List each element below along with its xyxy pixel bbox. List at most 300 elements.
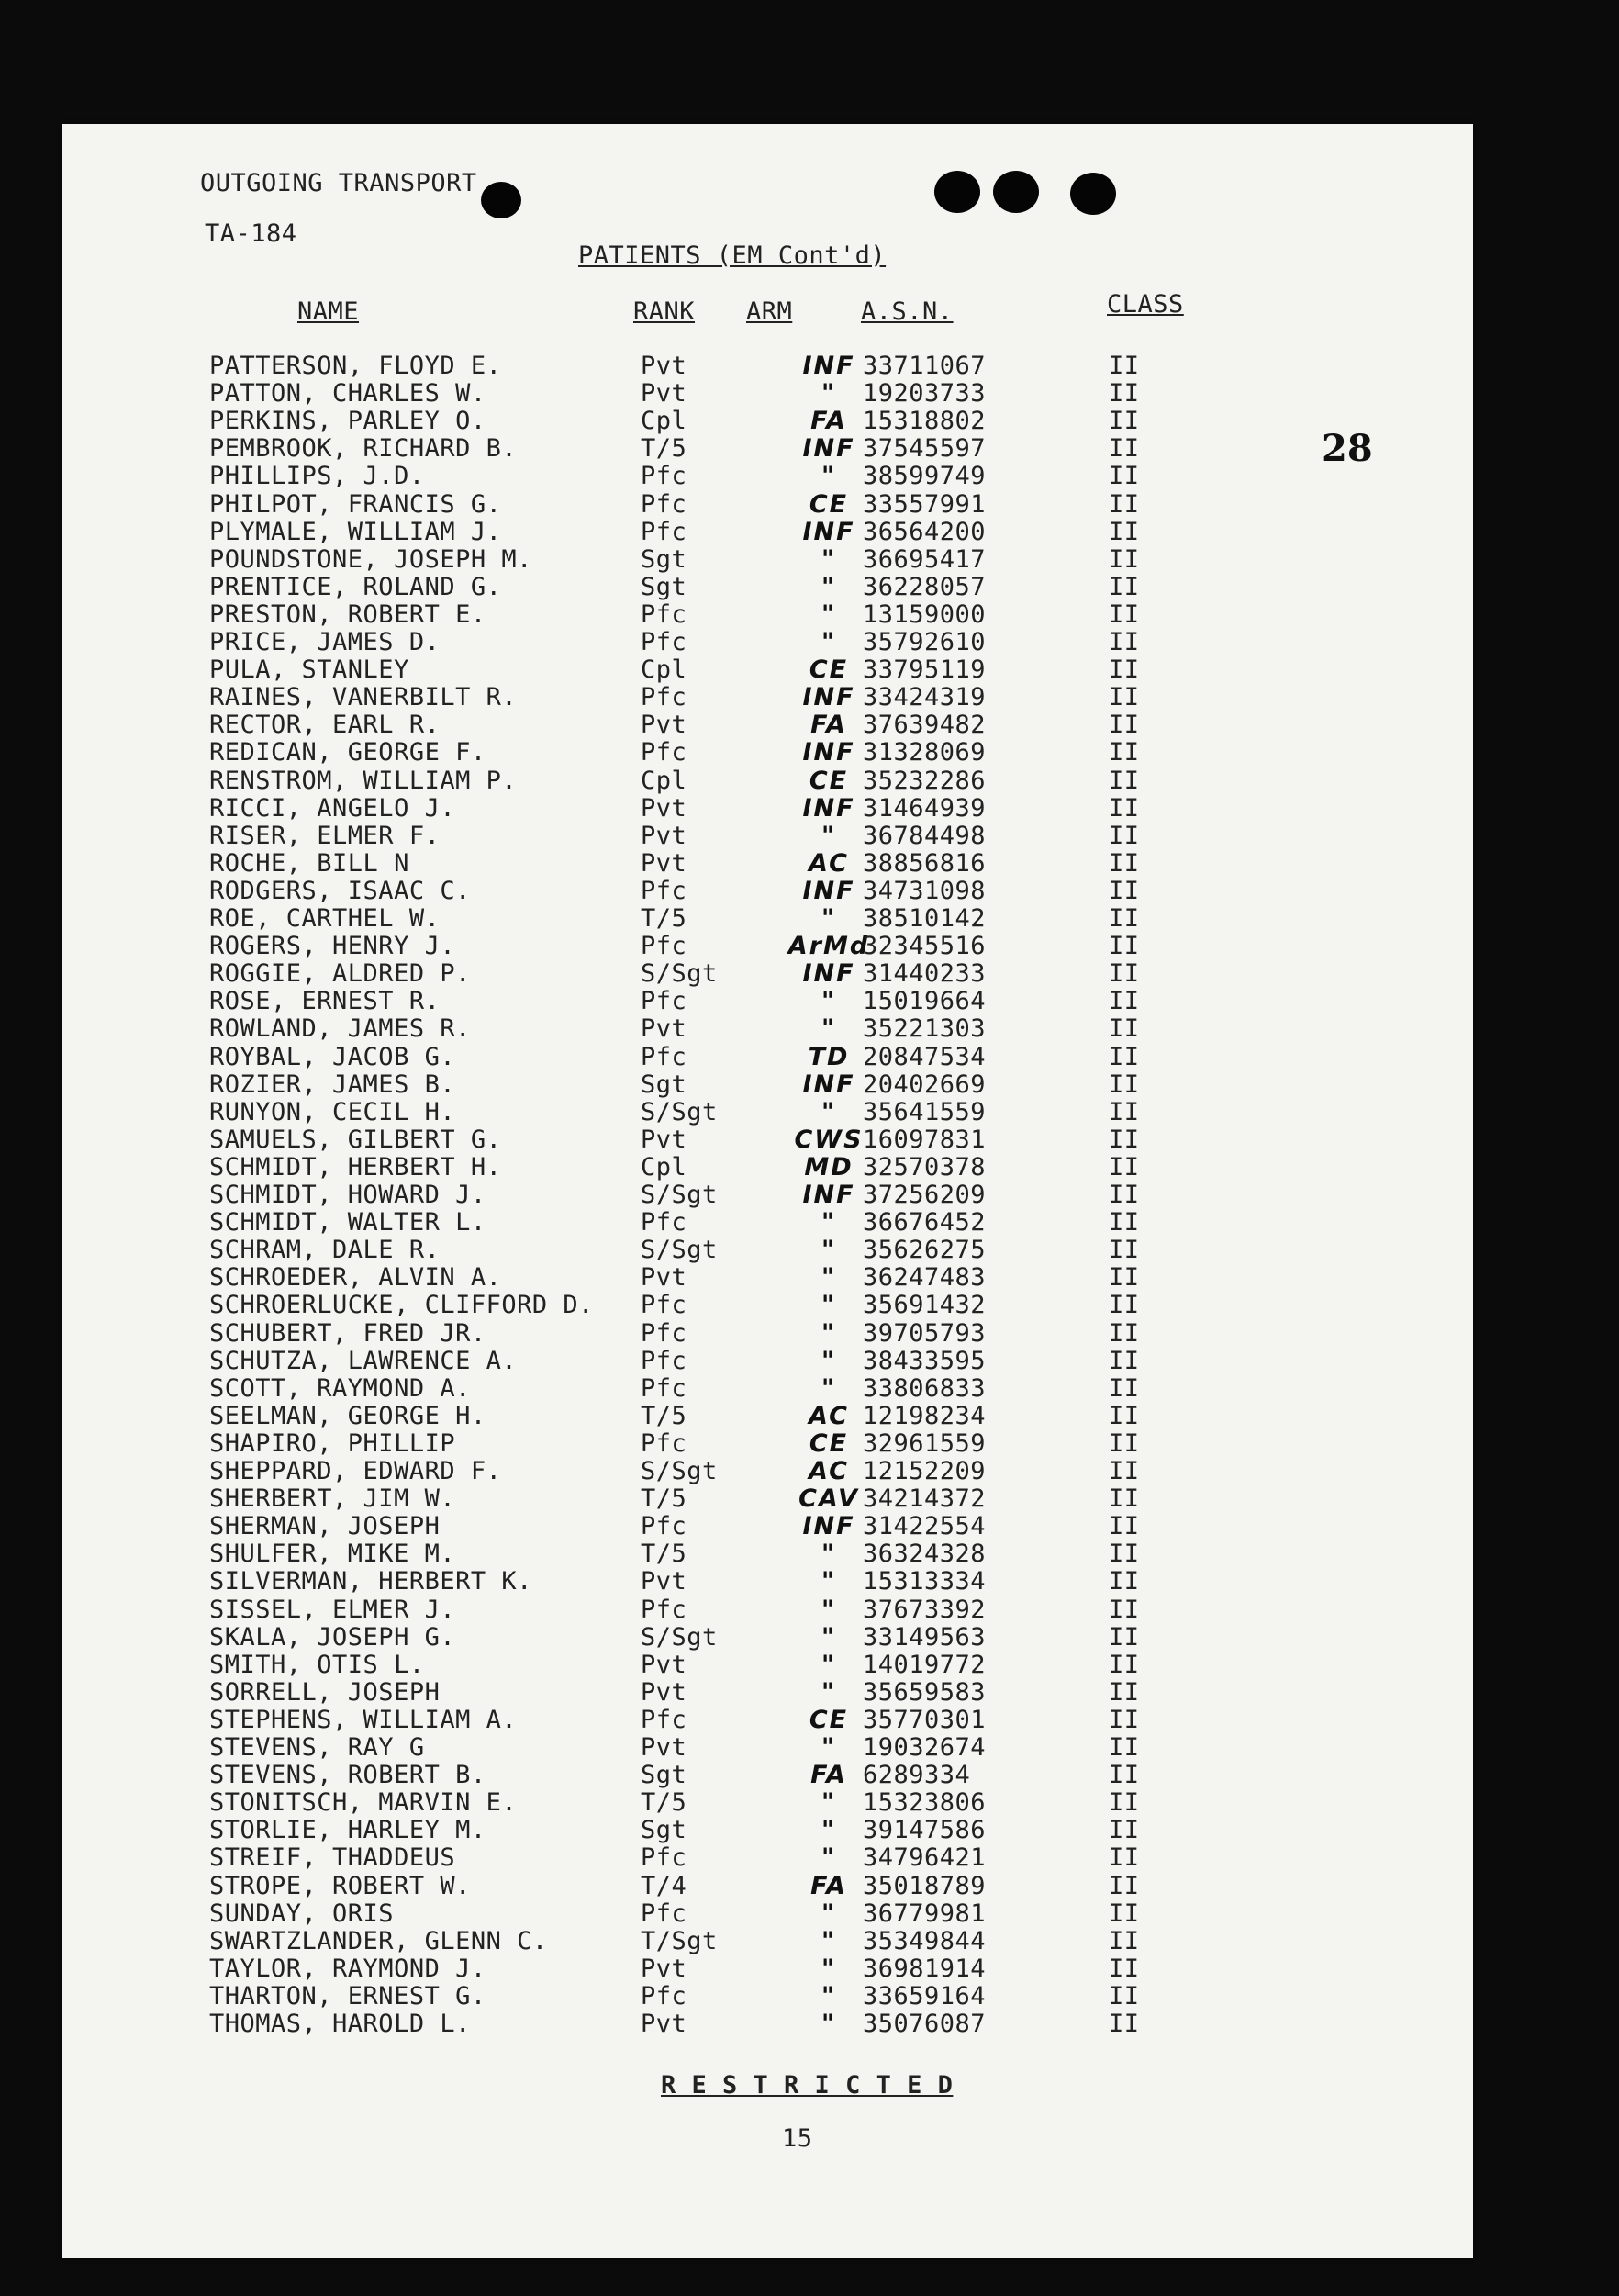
patient-class: II	[1109, 1319, 1140, 1348]
table-row	[62, 850, 1473, 878]
patient-name: POUNDSTONE, JOSEPH M.	[209, 545, 532, 574]
table-row	[62, 1955, 1473, 1983]
patient-asn: 19203733	[863, 379, 987, 408]
table-row	[62, 767, 1473, 795]
patient-arm: INF	[802, 1070, 855, 1099]
table-row	[62, 574, 1473, 601]
patient-asn: 37256209	[863, 1181, 987, 1209]
table-row	[62, 878, 1473, 905]
patient-rank: Pfc	[641, 490, 687, 519]
patient-name: TAYLOR, RAYMOND J.	[209, 1954, 486, 1983]
table-row	[62, 2010, 1473, 2038]
patient-class: II	[1109, 407, 1140, 435]
table-row	[62, 1320, 1473, 1348]
table-row	[62, 519, 1473, 546]
patient-arm: "	[821, 1540, 837, 1568]
patient-class: II	[1109, 1954, 1140, 1983]
patient-arm: "	[821, 1374, 837, 1403]
patient-rank: Sgt	[641, 1070, 687, 1099]
table-row	[62, 1513, 1473, 1540]
patient-rank: T/5	[641, 904, 687, 933]
patient-arm: "	[821, 1567, 837, 1596]
patient-arm: "	[821, 1788, 837, 1817]
patient-arm: "	[821, 1098, 837, 1126]
patient-asn: 35221303	[863, 1014, 987, 1043]
patient-arm: INF	[802, 518, 855, 546]
table-row	[62, 1983, 1473, 2010]
patient-asn: 36564200	[863, 518, 987, 546]
patient-class: II	[1109, 1623, 1140, 1652]
patient-rank: Pfc	[641, 683, 687, 711]
patient-asn: 14019772	[863, 1651, 987, 1679]
table-row	[62, 491, 1473, 519]
patient-name: ROGERS, HENRY J.	[209, 932, 456, 960]
patient-arm: "	[821, 379, 837, 408]
patient-asn: 32570378	[863, 1153, 987, 1182]
patient-asn: 38599749	[863, 462, 987, 490]
patient-name: SHULFER, MIKE M.	[209, 1540, 456, 1568]
table-row	[62, 1596, 1473, 1624]
patient-rank: Sgt	[641, 1816, 687, 1844]
patient-arm: "	[821, 987, 837, 1015]
patient-asn: 36981914	[863, 1954, 987, 1983]
patient-arm: INF	[802, 794, 855, 823]
patient-class: II	[1109, 1706, 1140, 1734]
patient-asn: 36695417	[863, 545, 987, 574]
patient-rank: Pfc	[641, 1043, 687, 1071]
table-row	[62, 1485, 1473, 1513]
patient-asn: 32345516	[863, 932, 987, 960]
table-row	[62, 711, 1473, 739]
patient-class: II	[1109, 1651, 1140, 1679]
table-row	[62, 1375, 1473, 1403]
patient-name: STEPHENS, WILLIAM A.	[209, 1706, 518, 1734]
punch-hole	[934, 171, 980, 213]
patient-class: II	[1109, 1429, 1140, 1458]
section-title: PATIENTS (EM Cont'd)	[578, 241, 887, 270]
patient-class: II	[1109, 683, 1140, 711]
patient-arm: "	[821, 1623, 837, 1652]
transport-code: TA-184	[205, 219, 297, 248]
patient-arm: "	[821, 1816, 837, 1844]
patient-arm: "	[821, 822, 837, 850]
patient-class: II	[1109, 987, 1140, 1015]
patient-arm: "	[821, 1982, 837, 2010]
patient-class: II	[1109, 655, 1140, 684]
patient-arm: "	[821, 1291, 837, 1319]
patient-rank: Pfc	[641, 1706, 687, 1734]
patient-arm: "	[821, 462, 837, 490]
table-row	[62, 408, 1473, 435]
patient-asn: 36784498	[863, 822, 987, 850]
table-row	[62, 1540, 1473, 1568]
patient-asn: 15318802	[863, 407, 987, 435]
patient-asn: 35076087	[863, 2010, 987, 2038]
patient-asn: 34796421	[863, 1843, 987, 1872]
patient-name: PATTERSON, FLOYD E.	[209, 352, 502, 380]
table-row	[62, 1292, 1473, 1319]
patient-arm: AC	[809, 849, 849, 878]
patient-arm: CE	[809, 490, 849, 519]
patient-arm: "	[821, 1263, 837, 1292]
patient-class: II	[1109, 1153, 1140, 1182]
patient-name: RISER, ELMER F.	[209, 822, 441, 850]
table-row	[62, 1928, 1473, 1955]
patient-class: II	[1109, 628, 1140, 656]
patient-rank: S/Sgt	[641, 1623, 718, 1652]
patient-arm: "	[821, 1843, 837, 1872]
patient-name: PRENTICE, ROLAND G.	[209, 573, 502, 601]
patient-asn: 35641559	[863, 1098, 987, 1126]
patient-asn: 37673392	[863, 1596, 987, 1624]
patient-class: II	[1109, 1236, 1140, 1264]
patient-rank: Pfc	[641, 1429, 687, 1458]
table-row	[62, 1237, 1473, 1264]
patient-class: II	[1109, 573, 1140, 601]
patient-name: RAINES, VANERBILT R.	[209, 683, 518, 711]
patient-name: SHEPPARD, EDWARD F.	[209, 1457, 502, 1485]
patient-arm: INF	[802, 683, 855, 711]
patient-rank: Pfc	[641, 877, 687, 905]
table-row	[62, 739, 1473, 767]
patient-name: ROE, CARTHEL W.	[209, 904, 441, 933]
table-row	[62, 795, 1473, 823]
patient-name: ROWLAND, JAMES R.	[209, 1014, 471, 1043]
table-row	[62, 1844, 1473, 1872]
patient-asn: 33424319	[863, 683, 987, 711]
patient-name: RODGERS, ISAAC C.	[209, 877, 471, 905]
patient-asn: 36247483	[863, 1263, 987, 1292]
patient-class: II	[1109, 1457, 1140, 1485]
patient-class: II	[1109, 877, 1140, 905]
patient-asn: 33557991	[863, 490, 987, 519]
patient-asn: 13159000	[863, 600, 987, 629]
patient-rank: Pvt	[641, 822, 687, 850]
transport-title: OUTGOING TRANSPORT	[200, 169, 477, 197]
patient-name: REDICAN, GEORGE F.	[209, 738, 486, 767]
col-header-class: CLASS	[1107, 290, 1184, 319]
patient-class: II	[1109, 1733, 1140, 1762]
table-row	[62, 1182, 1473, 1209]
patient-class: II	[1109, 352, 1140, 380]
table-row	[62, 1458, 1473, 1485]
patient-name: SISSEL, ELMER J.	[209, 1596, 456, 1624]
patient-rank: Pvt	[641, 849, 687, 878]
patient-class: II	[1109, 932, 1140, 960]
patient-rank: Pfc	[641, 1374, 687, 1403]
patient-class: II	[1109, 1263, 1140, 1292]
patient-name: SEELMAN, GEORGE H.	[209, 1402, 486, 1430]
patient-name: THOMAS, HAROLD L.	[209, 2010, 471, 2038]
patient-asn: 15323806	[863, 1788, 987, 1817]
patient-rank: Pvt	[641, 794, 687, 823]
table-row	[62, 1071, 1473, 1099]
patient-asn: 35691432	[863, 1291, 987, 1319]
patient-name: STEVENS, ROBERT B.	[209, 1761, 486, 1789]
patient-rank: Pfc	[641, 1319, 687, 1348]
patient-name: SCHMIDT, WALTER L.	[209, 1208, 486, 1237]
patient-class: II	[1109, 462, 1140, 490]
patient-arm: FA	[810, 407, 847, 435]
patient-rank: Pfc	[641, 628, 687, 656]
table-row	[62, 380, 1473, 408]
patient-class: II	[1109, 1567, 1140, 1596]
patient-rank: T/5	[641, 1402, 687, 1430]
patient-rank: Cpl	[641, 655, 687, 684]
col-header-asn: A.S.N.	[861, 297, 954, 326]
patient-class: II	[1109, 1540, 1140, 1568]
patient-name: ROCHE, BILL N	[209, 849, 409, 878]
patient-arm: AC	[809, 1457, 849, 1485]
patient-arm: INF	[802, 959, 855, 988]
patient-name: SCHMIDT, HOWARD J.	[209, 1181, 486, 1209]
table-row	[62, 463, 1473, 490]
table-row	[62, 1789, 1473, 1817]
table-row	[62, 1044, 1473, 1071]
patient-arm: CAV	[798, 1484, 859, 1513]
patient-asn: 36676452	[863, 1208, 987, 1237]
table-row	[62, 1734, 1473, 1762]
patient-name: STONITSCH, MARVIN E.	[209, 1788, 518, 1817]
patient-name: PHILPOT, FRANCIS G.	[209, 490, 502, 519]
patient-name: PRESTON, ROBERT E.	[209, 600, 486, 629]
patient-rank: Sgt	[641, 545, 687, 574]
patient-asn: 35626275	[863, 1236, 987, 1264]
patient-class: II	[1109, 1208, 1140, 1237]
patient-rank: Cpl	[641, 1153, 687, 1182]
patient-class: II	[1109, 1484, 1140, 1513]
patient-arm: FA	[810, 711, 847, 739]
patient-class: II	[1109, 490, 1140, 519]
table-row	[62, 629, 1473, 656]
patient-asn: 34214372	[863, 1484, 987, 1513]
table-row	[62, 1015, 1473, 1043]
patient-name: SHERMAN, JOSEPH	[209, 1512, 441, 1540]
patient-arm: "	[821, 1733, 837, 1762]
patient-asn: 19032674	[863, 1733, 987, 1762]
patient-class: II	[1109, 600, 1140, 629]
patient-asn: 15313334	[863, 1567, 987, 1596]
patient-asn: 38433595	[863, 1347, 987, 1375]
col-header-arm: ARM	[746, 297, 793, 326]
patient-name: RECTOR, EARL R.	[209, 711, 441, 739]
patient-class: II	[1109, 1043, 1140, 1071]
patient-name: PULA, STANLEY	[209, 655, 409, 684]
restricted-stamp: R E S T R I C T E D	[661, 2071, 954, 2100]
patient-name: PERKINS, PARLEY O.	[209, 407, 486, 435]
patient-rank: S/Sgt	[641, 1098, 718, 1126]
patient-rank: Pvt	[641, 379, 687, 408]
patient-rank: Pfc	[641, 738, 687, 767]
patient-rank: T/5	[641, 1540, 687, 1568]
patient-class: II	[1109, 1070, 1140, 1099]
page-number: 15	[782, 2124, 813, 2153]
patient-class: II	[1109, 1374, 1140, 1403]
table-row	[62, 1126, 1473, 1154]
page-marker: 28	[1322, 427, 1373, 470]
table-row	[62, 546, 1473, 574]
patient-rank: Pvt	[641, 711, 687, 739]
table-row	[62, 1762, 1473, 1789]
patient-class: II	[1109, 822, 1140, 850]
patient-rank: S/Sgt	[641, 959, 718, 988]
patient-rank: T/5	[641, 1484, 687, 1513]
patient-name: PLYMALE, WILLIAM J.	[209, 518, 502, 546]
patient-class: II	[1109, 434, 1140, 463]
patient-name: PHILLIPS, J.D.	[209, 462, 425, 490]
patient-rank: Pvt	[641, 1678, 687, 1707]
patient-name: SHAPIRO, PHILLIP	[209, 1429, 456, 1458]
patient-name: STREIF, THADDEUS	[209, 1843, 456, 1872]
patient-rank: T/5	[641, 1788, 687, 1817]
patient-arm: INF	[802, 877, 855, 905]
patient-name: SHERBERT, JIM W.	[209, 1484, 456, 1513]
patient-asn: 35232286	[863, 767, 987, 795]
patient-name: SUNDAY, ORIS	[209, 1899, 395, 1928]
patient-name: RUNYON, CECIL H.	[209, 1098, 456, 1126]
table-row	[62, 1209, 1473, 1237]
patient-rank: S/Sgt	[641, 1236, 718, 1264]
patient-rank: S/Sgt	[641, 1457, 718, 1485]
table-row	[62, 1264, 1473, 1292]
patient-rank: Pfc	[641, 1347, 687, 1375]
patient-asn: 33806833	[863, 1374, 987, 1403]
patient-arm: FA	[810, 1872, 847, 1900]
patient-asn: 34731098	[863, 877, 987, 905]
patient-asn: 20847534	[863, 1043, 987, 1071]
patient-name: SCHROEDER, ALVIN A.	[209, 1263, 502, 1292]
patient-name: ROGGIE, ALDRED P.	[209, 959, 471, 988]
patient-rank: Pfc	[641, 518, 687, 546]
patient-arm: "	[821, 1899, 837, 1928]
patient-asn: 33659164	[863, 1982, 987, 2010]
patient-class: II	[1109, 1596, 1140, 1624]
patient-class: II	[1109, 1181, 1140, 1209]
patient-name: SCHRAM, DALE R.	[209, 1236, 441, 1264]
patient-rank: Cpl	[641, 767, 687, 795]
patient-rank: Pfc	[641, 1596, 687, 1624]
patient-rank: Pvt	[641, 2010, 687, 2038]
table-row	[62, 988, 1473, 1015]
patient-class: II	[1109, 904, 1140, 933]
table-row	[62, 656, 1473, 684]
patient-name: THARTON, ERNEST G.	[209, 1982, 486, 2010]
table-row	[62, 435, 1473, 463]
patient-name: STEVENS, RAY G	[209, 1733, 425, 1762]
patient-rank: Pfc	[641, 1208, 687, 1237]
patient-arm: "	[821, 1927, 837, 1955]
patient-arm: "	[821, 1319, 837, 1348]
patient-asn: 36324328	[863, 1540, 987, 1568]
punch-hole	[1070, 173, 1116, 215]
patient-asn: 31440233	[863, 959, 987, 988]
patient-class: II	[1109, 1927, 1140, 1955]
patient-rank: Pfc	[641, 1899, 687, 1928]
table-row	[62, 1817, 1473, 1844]
patient-rank: Pvt	[641, 1733, 687, 1762]
patient-name: SAMUELS, GILBERT G.	[209, 1126, 502, 1154]
patient-arm: "	[821, 904, 837, 933]
patient-asn: 33711067	[863, 352, 987, 380]
table-row	[62, 1624, 1473, 1652]
patient-class: II	[1109, 738, 1140, 767]
patient-rank: T/5	[641, 434, 687, 463]
patient-arm: "	[821, 545, 837, 574]
table-row	[62, 1873, 1473, 1900]
patient-arm: ArMd	[787, 932, 870, 960]
table-row	[62, 353, 1473, 380]
patient-arm: INF	[802, 352, 855, 380]
patient-arm: MD	[804, 1153, 854, 1182]
patient-arm: "	[821, 2010, 837, 2038]
patient-rank: T/Sgt	[641, 1927, 718, 1955]
patient-arm: "	[821, 1014, 837, 1043]
patient-arm: CE	[809, 655, 849, 684]
table-row	[62, 823, 1473, 850]
patient-rank: Pvt	[641, 352, 687, 380]
patient-rank: Pvt	[641, 1126, 687, 1154]
patient-arm: "	[821, 1596, 837, 1624]
patient-arm: INF	[802, 1512, 855, 1540]
patient-asn: 35770301	[863, 1706, 987, 1734]
patient-name: SKALA, JOSEPH G.	[209, 1623, 456, 1652]
patient-rank: Pvt	[641, 1567, 687, 1596]
table-row	[62, 1403, 1473, 1430]
patient-class: II	[1109, 2010, 1140, 2038]
patient-class: II	[1109, 379, 1140, 408]
patient-arm: AC	[809, 1402, 849, 1430]
patient-arm: "	[821, 573, 837, 601]
punch-hole	[481, 182, 521, 218]
patient-asn: 37639482	[863, 711, 987, 739]
patient-arm: "	[821, 1236, 837, 1264]
table-row	[62, 1900, 1473, 1928]
patient-name: STROPE, ROBERT W.	[209, 1872, 471, 1900]
patient-arm: INF	[802, 1181, 855, 1209]
patient-asn: 35792610	[863, 628, 987, 656]
patient-arm: "	[821, 1347, 837, 1375]
patient-class: II	[1109, 794, 1140, 823]
patient-rank: Sgt	[641, 573, 687, 601]
table-row	[62, 905, 1473, 933]
patient-rank: Pfc	[641, 462, 687, 490]
patient-rank: Pfc	[641, 1843, 687, 1872]
patient-arm: "	[821, 1678, 837, 1707]
patient-name: SCHMIDT, HERBERT H.	[209, 1153, 502, 1182]
patient-class: II	[1109, 1126, 1140, 1154]
patient-name: SMITH, OTIS L.	[209, 1651, 425, 1679]
patient-asn: 38510142	[863, 904, 987, 933]
patient-asn: 39147586	[863, 1816, 987, 1844]
patient-class: II	[1109, 1843, 1140, 1872]
patient-name: RICCI, ANGELO J.	[209, 794, 456, 823]
patient-arm: "	[821, 1651, 837, 1679]
patient-name: SCHUTZA, LAWRENCE A.	[209, 1347, 518, 1375]
patient-name: SORRELL, JOSEPH	[209, 1678, 441, 1707]
patient-asn: 12152209	[863, 1457, 987, 1485]
patient-class: II	[1109, 518, 1140, 546]
patient-class: II	[1109, 1872, 1140, 1900]
patient-asn: 36779981	[863, 1899, 987, 1928]
patient-rank: Pfc	[641, 1982, 687, 2010]
patient-rank: Pfc	[641, 987, 687, 1015]
table-row	[62, 1154, 1473, 1182]
patient-name: SCHROERLUCKE, CLIFFORD D.	[209, 1291, 594, 1319]
patient-asn: 35349844	[863, 1927, 987, 1955]
patient-class: II	[1109, 1816, 1140, 1844]
patient-asn: 12198234	[863, 1402, 987, 1430]
patient-name: PRICE, JAMES D.	[209, 628, 441, 656]
